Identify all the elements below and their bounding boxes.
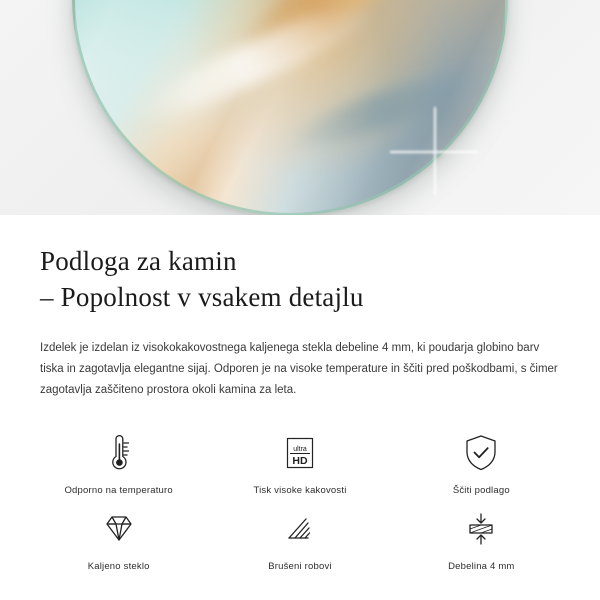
feature-label: Debelina 4 mm bbox=[448, 560, 515, 572]
diamond-icon bbox=[96, 506, 142, 552]
product-description-paragraph: Izdelek je izdelan iz visokokakovostnega kaljenega stekla debeline 4 mm, ki poudarja globino barv tiska in zagotavlja elegantne sijaj. Odporen je na visoke temperature in ščiti pred poškodbami, s čimer zagotavlja zaščiteno prostora okoli kamina za leta. bbox=[40, 341, 558, 397]
page-title-line-2: – Popolnost v vsakem detajlu bbox=[40, 282, 364, 313]
page-title-line-1: Podloga za kamin bbox=[40, 246, 237, 276]
feature-label: Ščiti podlago bbox=[452, 484, 510, 496]
text-content bbox=[0, 215, 600, 402]
feature-item-polished-edges bbox=[209, 506, 390, 572]
polished-edges-icon bbox=[278, 506, 322, 552]
feature-label: Tisk visoke kakovosti bbox=[253, 484, 347, 496]
feature-item-temperature bbox=[28, 430, 209, 496]
page-title bbox=[40, 215, 560, 316]
svg-text:ultra: ultra bbox=[293, 445, 307, 453]
thermometer-icon bbox=[99, 430, 139, 476]
hero-image bbox=[0, 0, 600, 215]
feature-item-print-quality bbox=[209, 430, 390, 496]
feature-item-surface-protection bbox=[391, 430, 572, 496]
ultra-hd-icon bbox=[278, 430, 322, 476]
feature-label: Kaljeno steklo bbox=[87, 560, 150, 572]
feature-item-thickness bbox=[391, 506, 572, 572]
feature-label: Brušeni robovi bbox=[268, 560, 332, 572]
feature-label: Odporno na temperaturo bbox=[64, 484, 173, 496]
shield-check-icon bbox=[460, 430, 502, 476]
paint-streak bbox=[282, 59, 482, 159]
feature-item-tempered-glass bbox=[28, 506, 209, 572]
svg-text:HD: HD bbox=[292, 454, 308, 467]
feature-grid bbox=[0, 430, 600, 572]
thickness-arrows-icon bbox=[459, 506, 503, 552]
